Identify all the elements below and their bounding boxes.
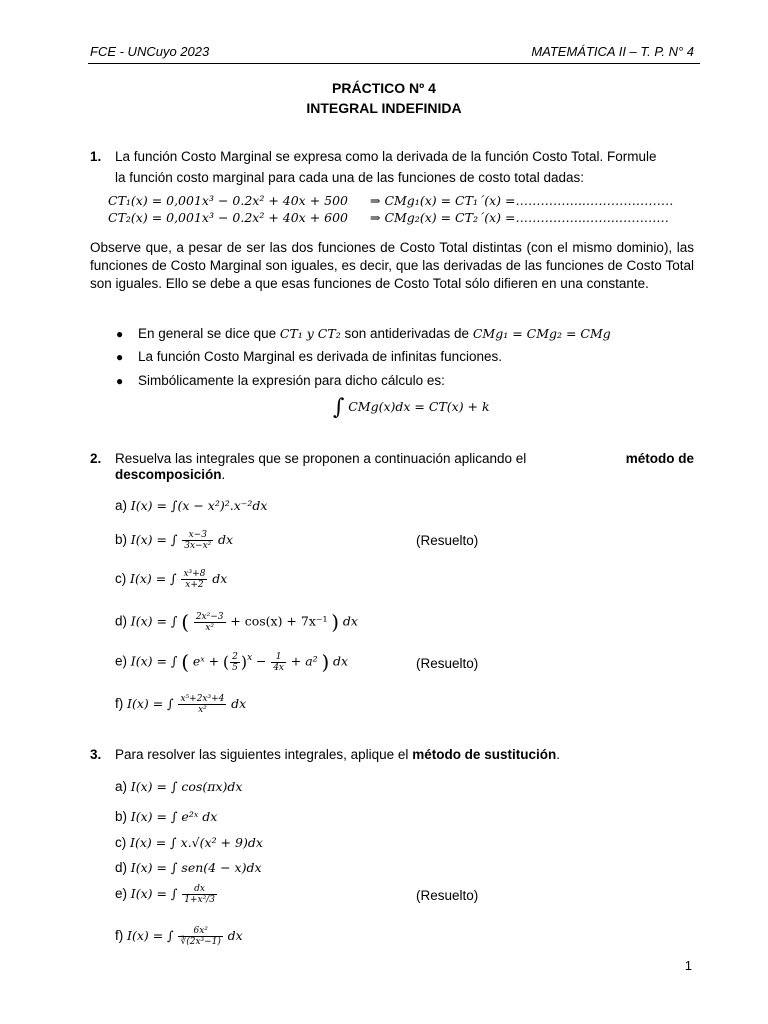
bullet-dot: ● — [116, 327, 124, 341]
q2-item-b — [115, 530, 233, 551]
q2-text — [115, 451, 694, 483]
q3-text-pre: Para resolver las siguientes integrales, aplique el — [115, 747, 409, 762]
frac-num: dx — [182, 884, 217, 895]
q1-bullet1-pre: En general se dice que — [138, 326, 277, 341]
q1-bullet1-mid: son antiderivadas de — [344, 326, 470, 341]
q3-text-post: . — [556, 747, 560, 762]
q2-e-minus: − — [255, 653, 267, 669]
q2-b-resuelto: (Resuelto) — [416, 533, 479, 548]
frac-den: x+2 — [185, 580, 204, 590]
q3-e-resuelto: (Resuelto) — [416, 888, 479, 903]
q3-item-c — [115, 835, 263, 850]
q2-item-c — [115, 569, 227, 590]
item-label: c) — [115, 571, 127, 587]
q2-d-tail: dx — [342, 613, 358, 629]
frac-den: ∛(2x³−1) — [180, 937, 221, 947]
q3-f-lhs: I(x) = ∫ — [127, 928, 174, 944]
q2-item-a — [115, 498, 267, 513]
q2-e-a2: + a² — [290, 653, 318, 669]
frac-num: 2 — [232, 651, 238, 662]
q2-text-pre: Resuelva las integrales que se proponen a continuación aplicando el — [115, 451, 527, 466]
frac-num: 2x²−3 — [195, 611, 224, 622]
q3-item-e — [115, 884, 218, 905]
paren-close: ) — [331, 610, 340, 634]
q1-formula-text: CMg(x)dx = CT(x) + k — [348, 399, 490, 415]
q2-number: 2. — [90, 451, 102, 466]
q2-c-lhs: I(x) = ∫ — [130, 571, 177, 587]
q2-item-d — [115, 610, 358, 634]
q2-b-lhs: I(x) = ∫ — [130, 532, 178, 548]
item-label: b) — [115, 532, 128, 548]
q2-c-tail: dx — [212, 571, 228, 587]
q1-line1: La función Costo Marginal se expresa como la derivada de la función Costo Total. Formule — [115, 149, 657, 164]
q1-formula — [333, 395, 490, 420]
q2-f-frac — [178, 694, 226, 715]
q3-a-expr: I(x) = ∫ cos(πx)dx — [130, 779, 243, 794]
frac-den: 4x — [273, 662, 285, 673]
frac-den: x² — [198, 705, 207, 715]
q3-item-b — [115, 809, 217, 824]
frac-num: 1 — [271, 652, 286, 663]
q3-f-frac — [178, 926, 222, 947]
q2-e-ex: eˣ + — [192, 653, 220, 669]
frac-num: x−3 — [182, 530, 213, 541]
q1-bullet1-math1: CT₁ y CT₂ — [279, 326, 341, 341]
q3-item-d — [115, 860, 262, 875]
page-title: PRÁCTICO Nº 4 — [332, 80, 436, 96]
q2-item-e — [115, 650, 348, 674]
item-label: f) — [115, 928, 124, 944]
item-label: e) — [115, 653, 128, 669]
frac-den: x² — [205, 622, 214, 633]
item-label: e) — [115, 886, 128, 902]
q1-eq2-rhs: ⇒ CMg₂(x) = CT₂´(x) =……………..……..………… — [370, 210, 669, 225]
item-label: f) — [115, 696, 124, 712]
integral-sign-icon: ∫ — [333, 395, 345, 420]
q2-d-lhs: I(x) = ∫ — [130, 613, 178, 629]
q3-text — [115, 747, 560, 762]
q2-f-tail: dx — [231, 696, 247, 712]
bullet-dot: ● — [116, 350, 124, 364]
q3-e-lhs: I(x) = ∫ — [130, 886, 178, 902]
q1-bullet1 — [138, 326, 611, 341]
item-label: c) — [115, 835, 127, 850]
q2-d-frac — [194, 612, 226, 633]
q3-c-expr: I(x) = ∫ x.√(x² + 9)dx — [130, 835, 263, 850]
page-subtitle: INTEGRAL INDEFINIDA — [306, 100, 462, 116]
item-label: d) — [115, 860, 128, 875]
q2-e-frac1 — [230, 652, 240, 673]
q2-e-exp: x — [247, 653, 253, 664]
q2-e-lhs: I(x) = ∫ — [130, 653, 178, 669]
frac-num: x³+8 — [183, 569, 206, 579]
frac-num: x⁵+2x³+4 — [180, 694, 225, 704]
q2-item-f — [115, 694, 246, 715]
q3-text-bold: método de sustitución — [412, 747, 557, 762]
frac-den: 1+x²/3 — [184, 895, 215, 905]
q1-bullet2: La función Costo Marginal es derivada de infinitas funciones. — [138, 349, 502, 364]
q2-text-post: . — [221, 467, 226, 482]
q1-number: 1. — [90, 149, 102, 164]
q2-d-mid: + cos(x) + 7x⁻¹ — [230, 613, 328, 629]
q1-eq2-lhs: CT₂(x) = 0,001x³ − 0.2x² + 40x + 600 — [108, 210, 348, 225]
paren-close: ) — [240, 652, 248, 672]
q2-e-frac2 — [271, 652, 286, 673]
frac-den: 3x−x² — [184, 541, 212, 551]
q2-text-bold1: método de — [625, 451, 694, 466]
q2-a-expr: I(x) = ∫(x − x²)².x⁻²dx — [130, 498, 268, 513]
header-left: FCE - UNCuyo 2023 — [90, 44, 210, 59]
q2-c-frac — [181, 569, 207, 590]
q1-bullet1-math2: CMg₁ = CMg₂ = CMg — [472, 326, 611, 341]
q1-paragraph: Observe que, a pesar de ser las dos funciones de Costo Total distintas (con el mismo dominio), las funciones de Costo Marginal son iguales, es decir, que las derivadas de las funciones de Costo Total son iguales. Ello se debe a que esas funciones de Costo Total sólo difieren en una constante. — [90, 240, 694, 291]
paren-close: ) — [321, 650, 330, 674]
q3-e-frac — [182, 884, 217, 905]
header-right: MATEMÁTICA II – T. P. N° 4 — [531, 44, 694, 59]
bullet-dot: ● — [116, 374, 124, 388]
header-rule — [88, 63, 700, 64]
q3-d-expr: I(x) = ∫ sen(4 − x)dx — [130, 860, 262, 875]
q2-text-bold2: descomposición — [115, 467, 222, 482]
q1-bullet3: Simbólicamente la expresión para dicho cálculo es: — [138, 373, 445, 388]
q3-number: 3. — [90, 747, 102, 762]
q3-item-a — [115, 779, 242, 794]
q3-b-expr: I(x) = ∫ e²ˣ dx — [130, 809, 218, 824]
frac-num: 6x² — [178, 926, 222, 937]
q2-f-lhs: I(x) = ∫ — [127, 696, 174, 712]
q2-b-tail: dx — [218, 532, 234, 548]
paren-open: ( — [181, 610, 190, 634]
q1-eq1-lhs: CT₁(x) = 0,001x³ − 0.2x² + 40x + 500 — [108, 193, 348, 208]
q1-line2: la función costo marginal para cada una de las funciones de costo total dadas: — [115, 170, 585, 185]
item-label: d) — [115, 613, 128, 629]
item-label: a) — [115, 498, 128, 513]
q3-f-tail: dx — [227, 928, 243, 944]
item-label: b) — [115, 809, 128, 824]
q2-e-tail: dx — [333, 653, 349, 669]
q2-b-frac — [182, 530, 213, 551]
q2-e-resuelto: (Resuelto) — [416, 656, 479, 671]
q3-item-f — [115, 926, 243, 947]
page-number: 1 — [684, 958, 692, 973]
paren-open: ( — [181, 650, 190, 674]
frac-den: 5 — [232, 662, 238, 673]
item-label: a) — [115, 779, 128, 794]
q1-eq1-rhs: ⇒ CMg₁(x) = CT₁´(x) =……………..………………… — [370, 193, 674, 208]
paren-open: ( — [222, 652, 230, 672]
